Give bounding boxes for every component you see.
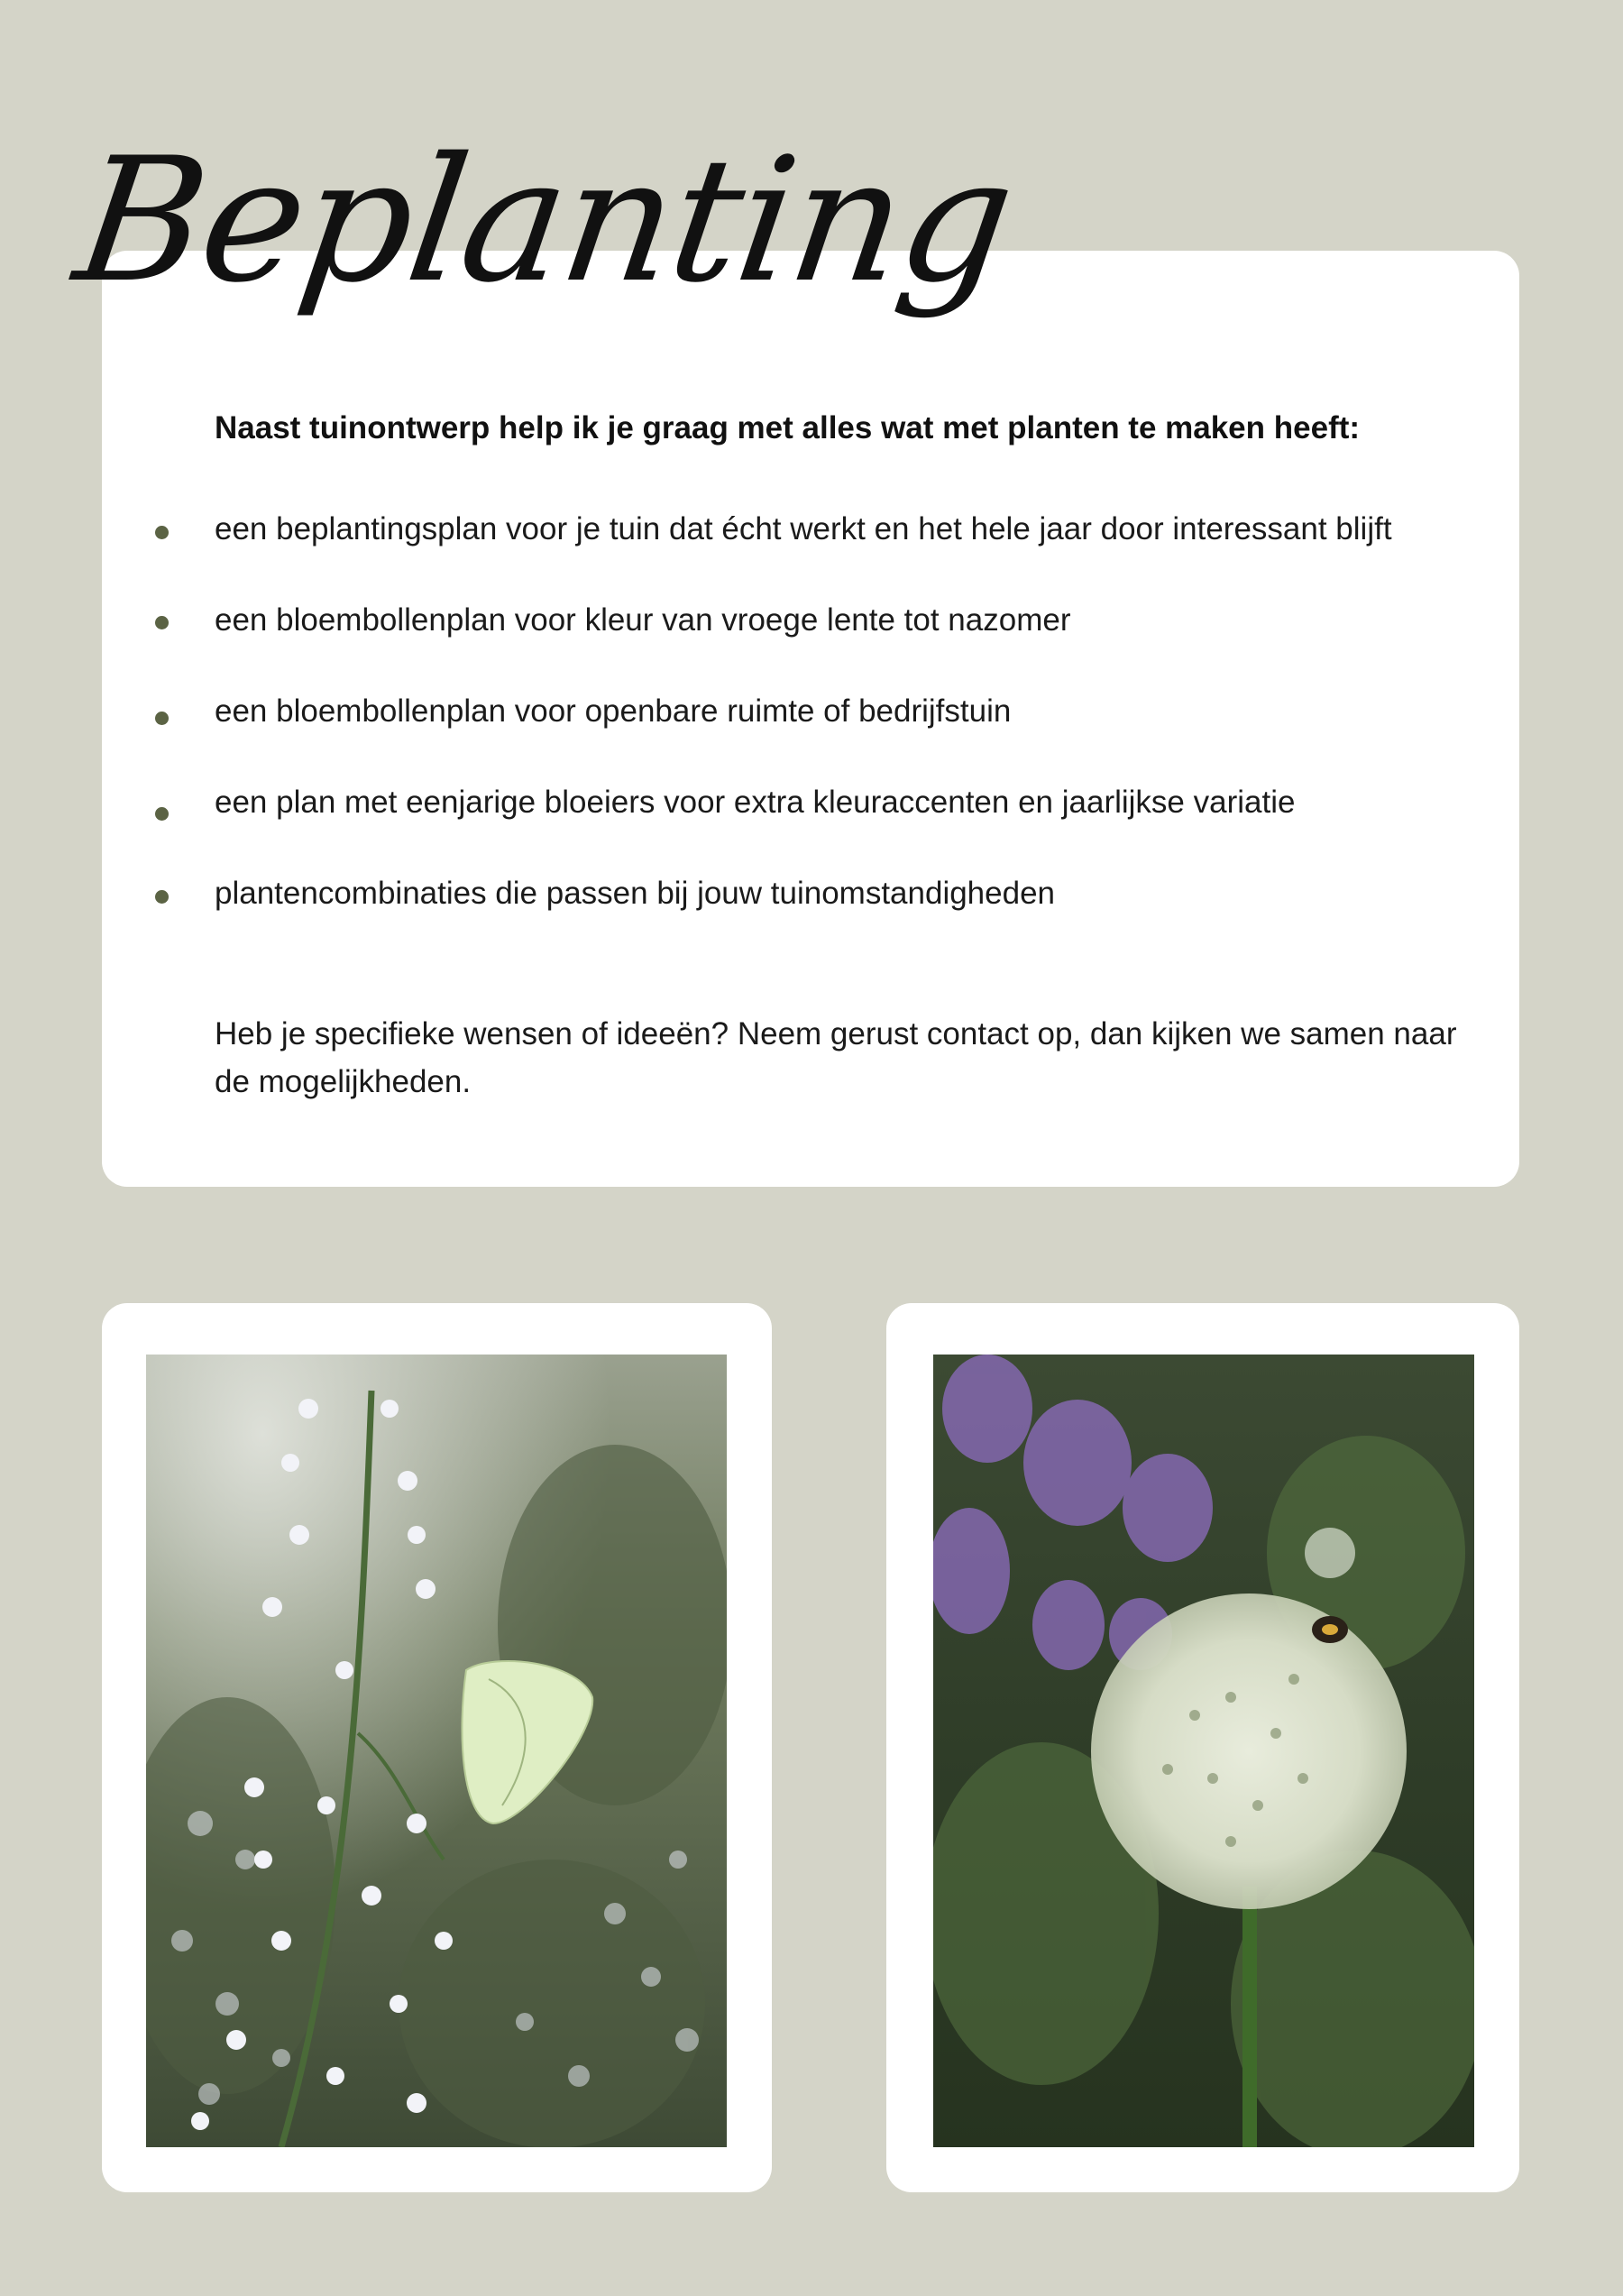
service-text: een bloembollenplan voor openbare ruimte of bedrijfstuin	[215, 693, 1012, 729]
service-text: een bloembollenplan voor kleur van vroege lente tot nazomer	[215, 602, 1071, 638]
service-text: een plan met eenjarige bloeiers voor extra kleuraccenten en jaarlijkse variatie	[215, 785, 1296, 820]
page-title: Beplanting	[65, 121, 1023, 320]
intro-text: Naast tuinontwerp help ik je graag met alles wat met planten te maken heeft:	[215, 410, 1361, 445]
bullet-icon	[155, 807, 169, 821]
service-text: plantencombinaties die passen bij jouw tuinomstandigheden	[215, 876, 1056, 911]
service-text: een beplantingsplan voor je tuin dat écht werkt en het hele jaar door interessant blijft	[215, 511, 1392, 546]
white-allium-with-bee-photo	[933, 1355, 1474, 2147]
closing-text: Heb je specifieke wensen of ideeën? Neem gerust contact op, dan kijken we samen naar de mogelijkheden.	[215, 1016, 1457, 1099]
bullet-icon	[155, 890, 169, 904]
bullet-icon	[155, 616, 169, 629]
bullet-icon	[155, 526, 169, 539]
allium-photo-illustration	[933, 1355, 1474, 2147]
flower-photo-illustration	[146, 1355, 727, 2147]
bullet-icon	[155, 712, 169, 725]
calamint-with-butterfly-photo	[146, 1355, 727, 2147]
